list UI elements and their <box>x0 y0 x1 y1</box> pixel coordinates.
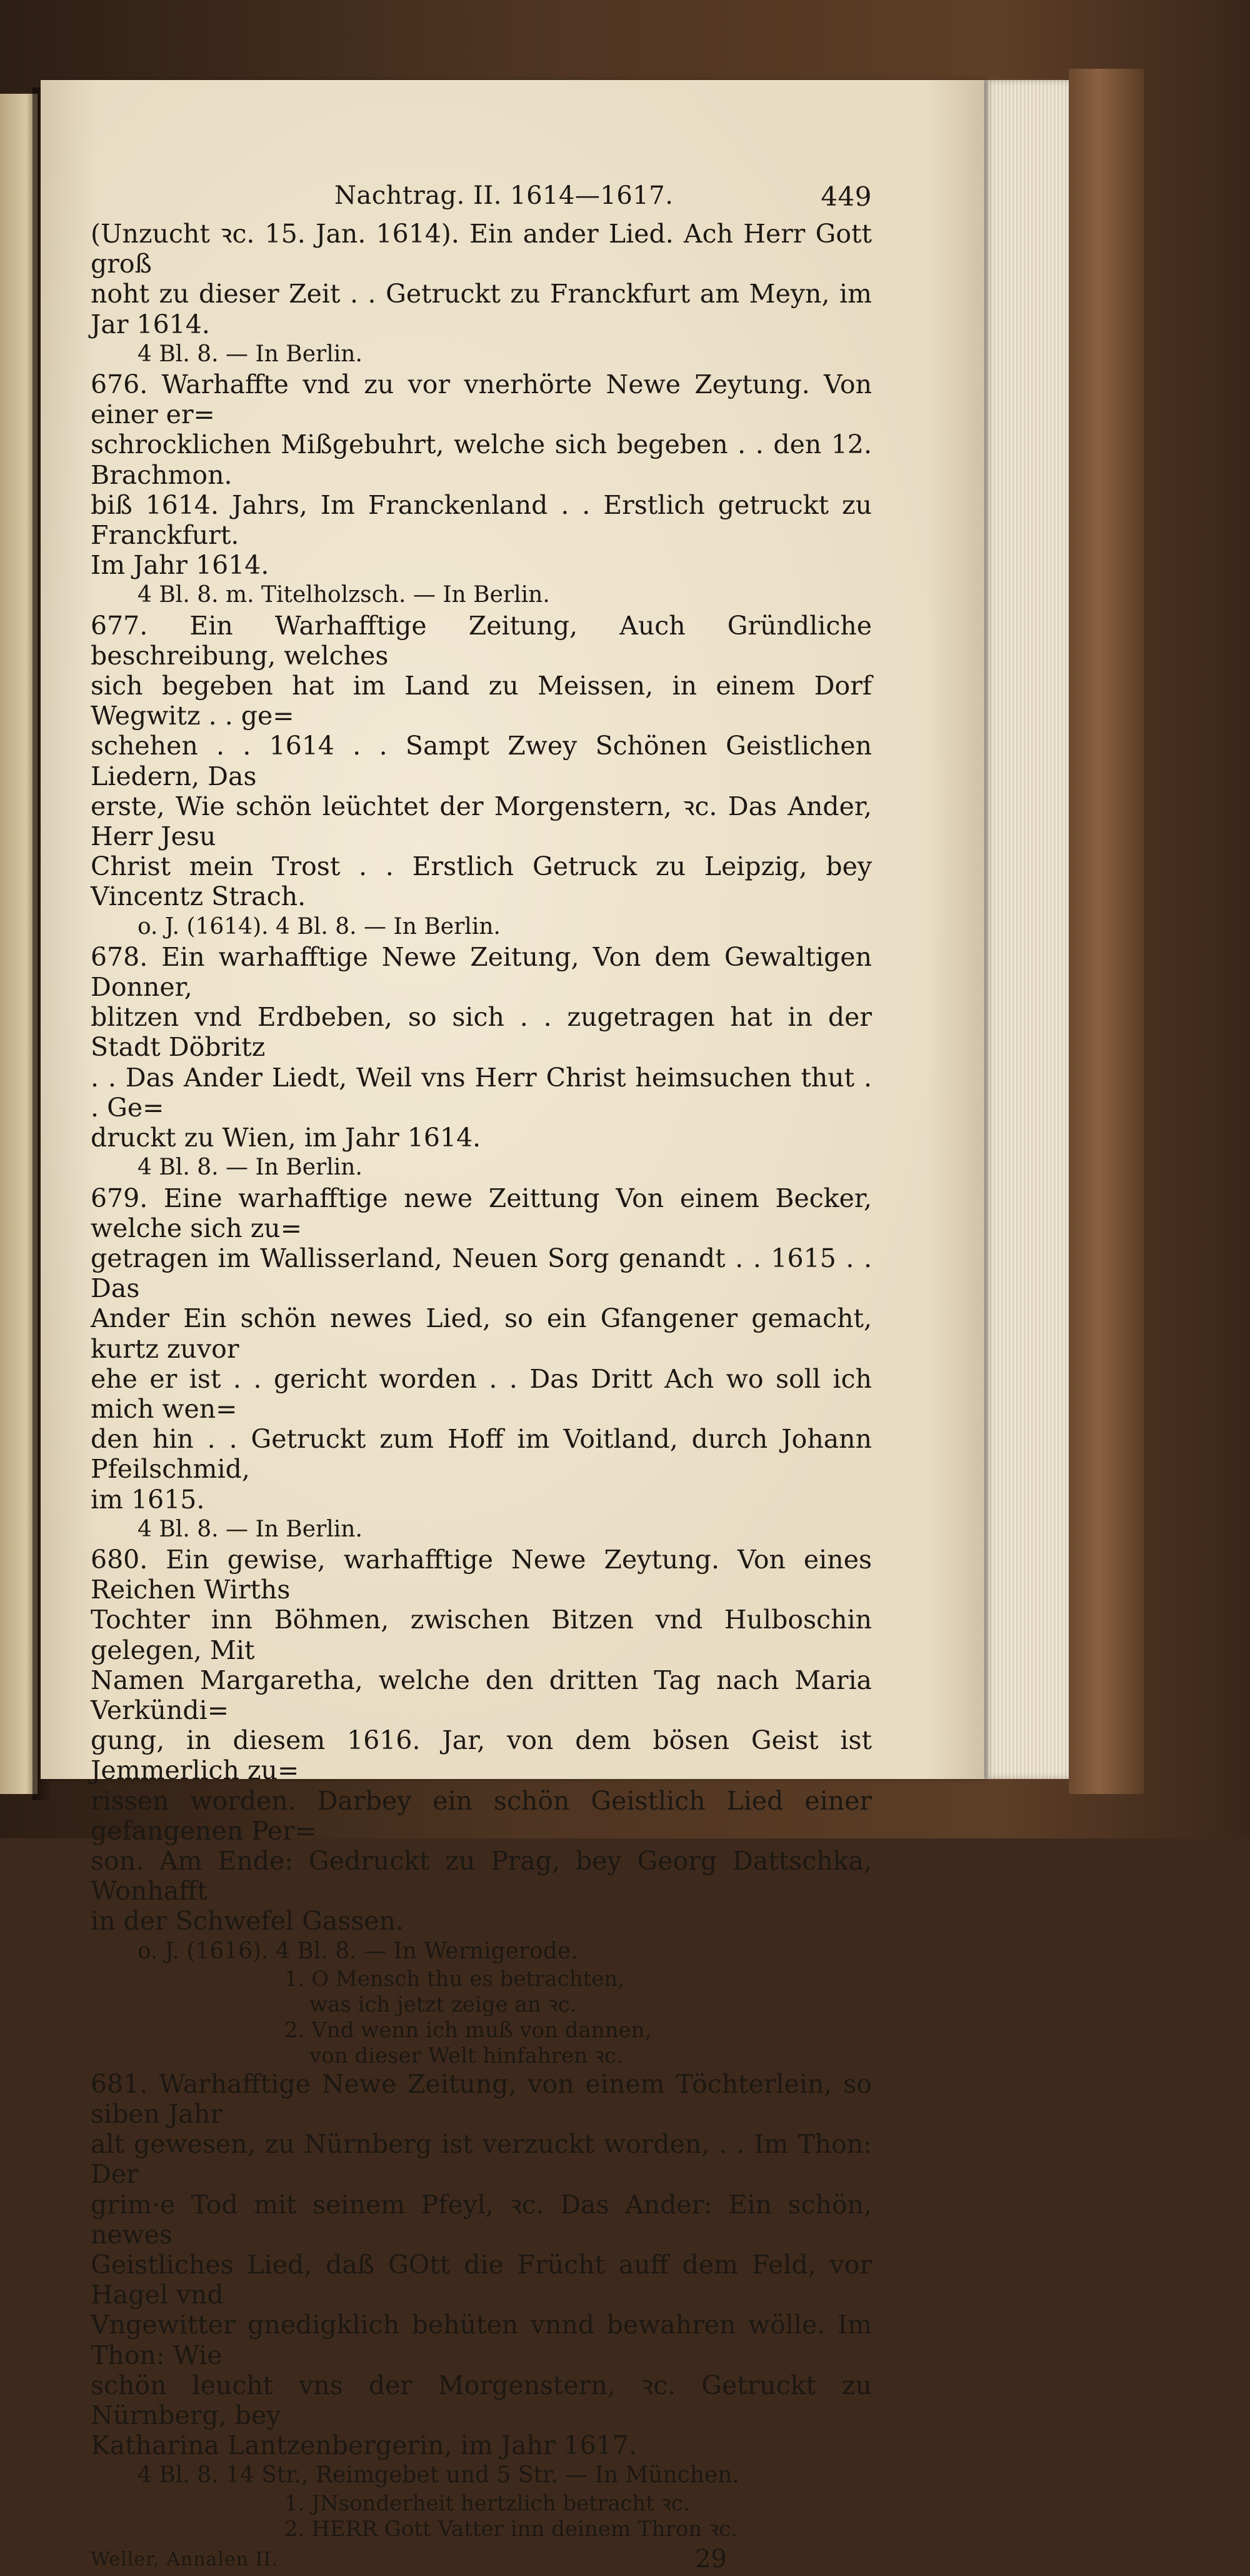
incipit-continuation: von dieser Welt hinfahren ꝛc. <box>309 2043 623 2068</box>
page-stack-edges <box>984 80 1069 1779</box>
text-line: getragen im Wallisserland, Neuen Sorg genandt . . 1615 . . Das <box>91 1243 872 1304</box>
incipit-line: 2. HERR Gott Vatter inn deinem Thron ꝛc. <box>284 2516 738 2542</box>
text-line: 677. Ein Warhafftige Zeitung, Auch Gründliche beschreibung, welches <box>91 610 872 671</box>
entry-679 <box>91 1183 872 1545</box>
text-line: Ander Ein schön newes Lied, so ein Gfangener gemacht, kurtz zuvor <box>91 1303 872 1364</box>
incipit-continuation: was ich jetzt zeige an ꝛc. <box>309 1992 577 2017</box>
page-content <box>91 181 872 2576</box>
text-line: Vngewitter gnedigklich behüten vnnd bewahren wölle. Im Thon: Wie <box>91 2310 872 2370</box>
holdings-note: 4 Bl. 8. — In Berlin. <box>138 1155 362 1181</box>
text-line: sich begeben hat im Land zu Meissen, in einem Dorf Wegwitz . . ge= <box>91 671 872 731</box>
text-line: Tochter inn Böhmen, zwischen Bitzen vnd Hulboschin gelegen, Mit <box>91 1605 872 1665</box>
incipit-line <box>91 2043 872 2069</box>
text-line: (Unzucht ꝛc. 15. Jan. 1614). Ein ander Lied. Ach Herr Gott groß <box>91 219 872 279</box>
page-number: 449 <box>821 181 872 212</box>
entry-676 <box>91 369 872 611</box>
text-line: ehe er ist . . gericht worden . . Das Dritt Ach wo soll ich mich wen= <box>91 1363 872 1424</box>
text-line: alt gewesen, zu Nürnberg ist verzuckt worden, . . Im Thon: Der <box>91 2129 872 2190</box>
entry-680 <box>91 1545 872 2069</box>
text-line: noht zu dieser Zeit . . Getruckt zu Franckfurt am Meyn, im Jar 1614. <box>91 279 872 339</box>
text-line: in der Schwefel Gassen. <box>91 1906 404 1937</box>
text-line: Geistliches Lied, daß GOtt die Frücht auff dem Feld, vor Hagel vnd <box>91 2250 872 2310</box>
running-head <box>91 181 872 219</box>
holdings-note: o. J. (1614). 4 Bl. 8. — In Berlin. <box>138 913 501 940</box>
page-footer <box>91 2545 872 2576</box>
book-cover-edge <box>1069 69 1144 1794</box>
text-line: blitzen vnd Erdbeben, so sich . . zugetragen hat in der Stadt Döbritz <box>91 1002 872 1063</box>
incipit-line: 1. JNsonderheit hertzlich betracht ꝛc. <box>284 2490 690 2516</box>
text-line: 676. Warhaffte vnd zu vor vnerhörte Newe Zeytung. Von einer er= <box>91 369 872 430</box>
text-line: Katharina Lantzenbergerin, im Jahr 1617. <box>91 2430 637 2461</box>
text-line: grim·e Tod mit seinem Pfeyl, ꝛc. Das Ander: Ein schön, newes <box>91 2189 872 2250</box>
entry-677 <box>91 611 872 942</box>
incipit-line: 1. O Mensch thu es betrachten, <box>284 1966 625 1992</box>
text-line: im 1615. <box>91 1484 205 1515</box>
text-line: erste, Wie schön leüchtet der Morgenstern, ꝛc. Das Ander, Herr Jesu <box>91 791 872 852</box>
text-line: 681. Warhafftige Newe Zeitung, von einem Töchterlein, so siben Jahr <box>91 2068 872 2129</box>
text-line: schehen . . 1614 . . Sampt Zwey Schönen Geistlichen Liedern, Das <box>91 731 872 791</box>
text-line: Im Jahr 1614. <box>91 550 269 581</box>
holdings-note: o. J. (1616). 4 Bl. 8. — In Wernigerode. <box>138 1938 578 1964</box>
text-line: druckt zu Wien, im Jahr 1614. <box>91 1123 481 1153</box>
text-line: Namen Margaretha, welche den dritten Tag nach Maria Verkündi= <box>91 1665 872 1725</box>
text-line: . . Das Ander Liedt, Weil vns Herr Christ heimsuchen thut . . Ge= <box>91 1062 872 1123</box>
text-line: 678. Ein warhafftige Newe Zeitung, Von dem Gewaltigen Donner, <box>91 941 872 1003</box>
text-line: biß 1614. Jahrs, Im Franckenland . . Erstlich getruckt zu Franckfurt. <box>91 489 872 551</box>
signature-mark: Weller, Annalen II. <box>91 2548 278 2570</box>
entry-681 <box>91 2069 872 2542</box>
text-line: gung, in diesem 1616. Jar, von dem bösen Geist ist Jemmerlich zu= <box>91 1725 872 1786</box>
incipit-line <box>91 1992 872 2018</box>
running-title: Nachtrag. II. 1614—1617. <box>334 181 674 210</box>
holdings-note: 4 Bl. 8. — In Berlin. <box>138 1516 362 1542</box>
holdings-note: 4 Bl. 8. 14 Str., Reimgebet und 5 Str. — In München. <box>138 2462 739 2488</box>
entry-678 <box>91 942 872 1183</box>
text-line: son. Am Ende: Gedruckt zu Prag, bey Georg Dattschka, Wonhafft <box>91 1845 872 1907</box>
holdings-note: 4 Bl. 8. m. Titelholzsch. — In Berlin. <box>138 582 550 608</box>
text-line: Christ mein Trost . . Erstlich Getruck zu Leipzig, bey Vincentz Strach. <box>91 851 872 912</box>
text-line: schrocklichen Mißgebuhrt, welche sich begeben . . den 12. Brachmon. <box>91 429 872 490</box>
text-line: rissen worden. Darbey ein schön Geistlich Lied einer gefangenen Per= <box>91 1785 872 1846</box>
text-line: schön leucht vns der Morgenstern, ꝛc. Getruckt zu Nürnberg, bey <box>91 2370 872 2431</box>
incipit-line: 2. Vnd wenn ich muß von dannen, <box>284 2017 652 2043</box>
text-line: 679. Eine warhafftige newe Zeittung Von einem Becker, welche sich zu= <box>91 1183 872 1243</box>
facing-page-edge <box>0 94 38 1794</box>
entry-675-continuation <box>91 219 872 369</box>
holdings-note: 4 Bl. 8. — In Berlin. <box>138 341 362 367</box>
signature-number: 29 <box>695 2544 727 2573</box>
text-line: 680. Ein gewise, warhafftige Newe Zeytung. Von eines Reichen Wirths <box>91 1544 872 1605</box>
text-line: den hin . . Getruckt zum Hoff im Voitland, durch Johann Pfeilschmid, <box>91 1424 872 1485</box>
